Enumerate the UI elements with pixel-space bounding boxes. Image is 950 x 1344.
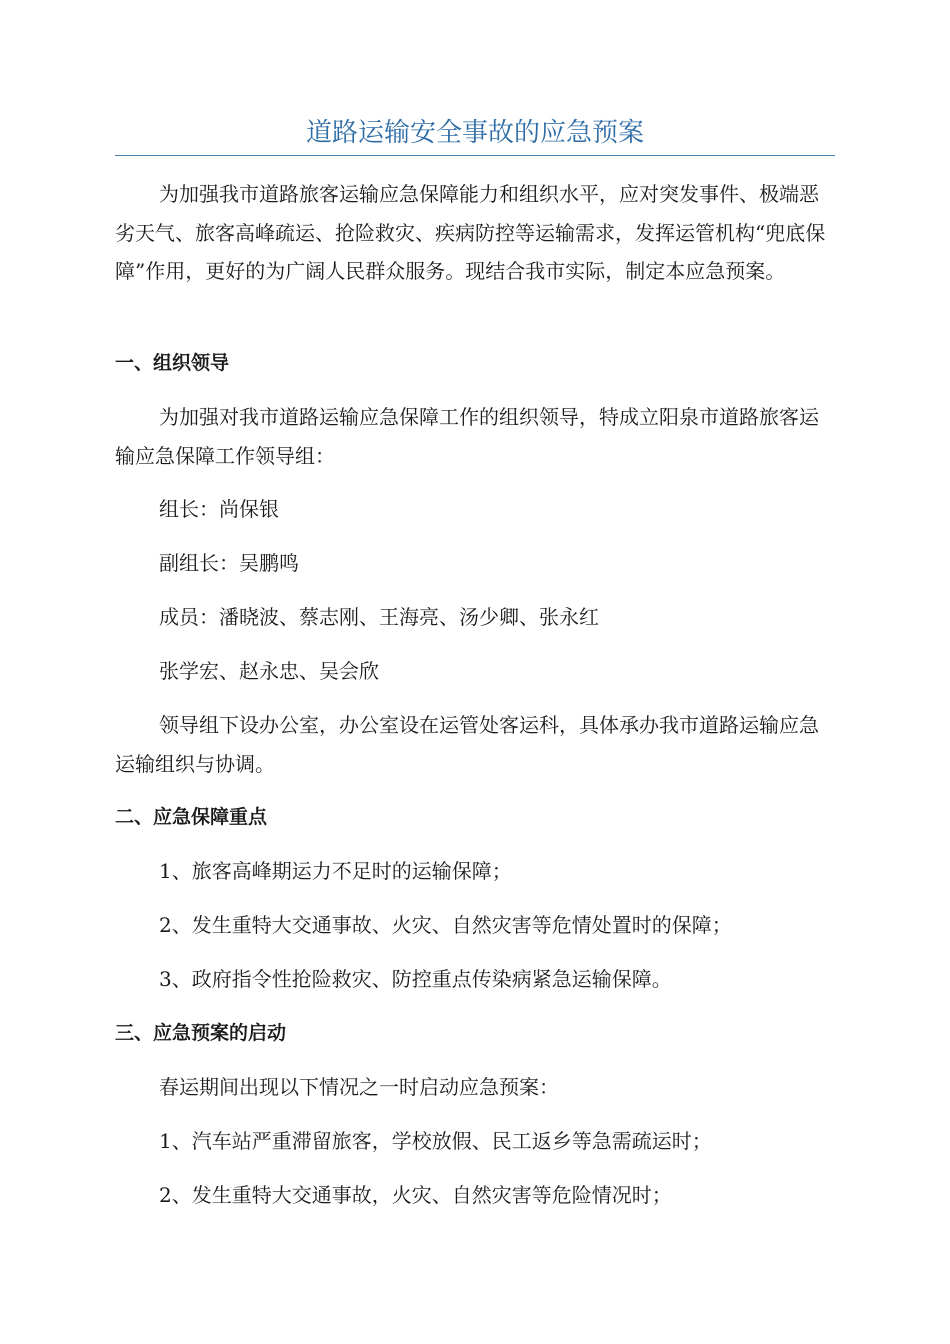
title-underline xyxy=(115,155,835,156)
office-paragraph: 领导组下设办公室，办公室设在运管处客运科，具体承办我市道路运输应急运输组织与协调。 xyxy=(115,713,819,776)
section3-item: 2、发生重特大交通事故，火灾、自然灾害等危险情况时； xyxy=(159,1183,672,1207)
section1-paragraph: 为加强对我市道路运输应急保障工作的组织领导，特成立阳泉市道路旅客运输应急保障工作领导组： xyxy=(115,405,819,468)
section2-item: 1、旅客高峰期运力不足时的运输保障； xyxy=(159,859,512,883)
section3-heading: 三、应急预案的启动 xyxy=(115,1022,287,1044)
document-title: 道路运输安全事故的应急预案 xyxy=(305,118,644,148)
section1-heading: 一、组织领导 xyxy=(115,352,230,374)
section2-item: 2、发生重特大交通事故、火灾、自然灾害等危情处置时的保障； xyxy=(159,913,732,937)
intro-paragraph: 为加强我市道路旅客运输应急保障能力和组织水平，应对突发事件、极端恶劣天气、旅客高峰疏运、抢险救灾、疾病防控等运输需求，发挥运管机构“兜底保障”作用，更好的为广阔人民群众服务。现结合我市实际，制定本应急预案。 xyxy=(115,182,826,283)
members-line: 成员：潘晓波、蔡志刚、王海亮、汤少卿、张永红 xyxy=(159,605,599,629)
leader-line: 组长：尚保银 xyxy=(159,497,279,521)
section2-heading: 二、应急保障重点 xyxy=(115,806,268,828)
section3-item: 1、汽车站严重滞留旅客，学校放假、民工返乡等急需疏运时； xyxy=(159,1129,712,1153)
section2-item: 3、政府指令性抢险救灾、防控重点传染病紧急运输保障。 xyxy=(159,967,672,991)
deputy-leader-line: 副组长：吴鹏鸣 xyxy=(159,551,299,575)
section3-intro: 春运期间出现以下情况之一时启动应急预案： xyxy=(159,1075,559,1099)
members-continued-line: 张学宏、赵永忠、吴会欣 xyxy=(159,659,379,683)
